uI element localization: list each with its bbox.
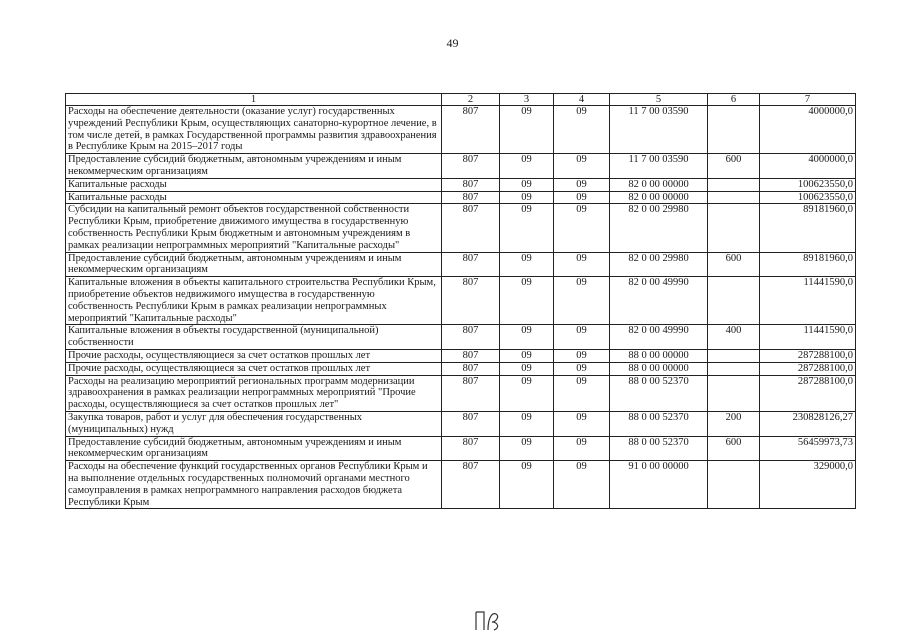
row-grbs-cell: 807: [442, 154, 500, 179]
header-row: [66, 94, 856, 106]
row-expense-type-cell: [708, 204, 760, 252]
table-row: [66, 375, 856, 411]
row-section-cell: 09: [500, 461, 554, 509]
row-target-article-cell: 88 0 00 00000: [610, 349, 708, 362]
row-target-article-cell: 82 0 00 49990: [610, 277, 708, 325]
row-amount-cell: 89181960,0: [760, 252, 856, 277]
table-row: [66, 191, 856, 204]
row-expense-type-cell: [708, 461, 760, 509]
row-section-cell: 09: [500, 349, 554, 362]
table-row: [66, 277, 856, 325]
row-section-cell: 09: [500, 252, 554, 277]
row-name-cell: Предоставление субсидий бюджетным, автономным учреждениям и иным некоммерческим организациям: [66, 436, 442, 461]
table-row: [66, 349, 856, 362]
row-expense-type-cell: 600: [708, 154, 760, 179]
row-section-cell: 09: [500, 362, 554, 375]
row-target-article-cell: 82 0 00 29980: [610, 252, 708, 277]
row-subsection-cell: 09: [554, 277, 610, 325]
row-amount-cell: 4000000,0: [760, 106, 856, 154]
row-section-cell: 09: [500, 411, 554, 436]
row-target-article-cell: 82 0 00 29980: [610, 204, 708, 252]
row-grbs-cell: 807: [442, 349, 500, 362]
row-name-cell: Предоставление субсидий бюджетным, автономным учреждениям и иным некоммерческим организациям: [66, 252, 442, 277]
row-amount-cell: 100623550,0: [760, 191, 856, 204]
row-expense-type-cell: [708, 362, 760, 375]
row-subsection-cell: 09: [554, 106, 610, 154]
row-subsection-cell: 09: [554, 375, 610, 411]
row-target-article-cell: 82 0 00 00000: [610, 191, 708, 204]
row-amount-cell: 287288100,0: [760, 362, 856, 375]
row-name-cell: Расходы на обеспечение деятельности (оказание услуг) государственных учреждений Республики Крым, осуществляющих санаторно-курортное лечение, в том числе детей, в рамках Государственной программы развития здравоохранения в Республике Крым на 2015–2017 годы: [66, 106, 442, 154]
row-subsection-cell: 09: [554, 252, 610, 277]
row-grbs-cell: 807: [442, 252, 500, 277]
row-amount-cell: 100623550,0: [760, 178, 856, 191]
row-subsection-cell: 09: [554, 154, 610, 179]
row-expense-type-cell: 600: [708, 252, 760, 277]
row-section-cell: 09: [500, 204, 554, 252]
row-name-cell: Капитальные вложения в объекты капитального строительства Республики Крым, приобретение объектов недвижимого имущества в государственную собственность Республики Крым в рамках реализации непрограммных мероприятий "Капитальные расходы": [66, 277, 442, 325]
row-subsection-cell: 09: [554, 362, 610, 375]
row-expense-type-cell: [708, 349, 760, 362]
row-grbs-cell: 807: [442, 204, 500, 252]
row-name-cell: Закупка товаров, работ и услуг для обеспечения государственных (муниципальных) нужд: [66, 411, 442, 436]
header-cell: 1: [66, 94, 442, 106]
row-name-cell: Капитальные вложения в объекты государственной (муниципальной) собственности: [66, 325, 442, 350]
row-section-cell: 09: [500, 277, 554, 325]
row-target-article-cell: 88 0 00 00000: [610, 362, 708, 375]
row-amount-cell: 89181960,0: [760, 204, 856, 252]
row-section-cell: 09: [500, 178, 554, 191]
header-cell: 2: [442, 94, 500, 106]
row-amount-cell: 230828126,27: [760, 411, 856, 436]
row-name-cell: Прочие расходы, осуществляющиеся за счет остатков прошлых лет: [66, 362, 442, 375]
header-cell: 5: [610, 94, 708, 106]
row-target-article-cell: 11 7 00 03590: [610, 154, 708, 179]
row-target-article-cell: 88 0 00 52370: [610, 411, 708, 436]
row-amount-cell: 11441590,0: [760, 277, 856, 325]
row-name-cell: Капитальные расходы: [66, 178, 442, 191]
table-row: [66, 436, 856, 461]
row-amount-cell: 329000,0: [760, 461, 856, 509]
page-number: 49: [446, 36, 459, 50]
row-amount-cell: 56459973,73: [760, 436, 856, 461]
row-expense-type-cell: 600: [708, 436, 760, 461]
row-name-cell: Прочие расходы, осуществляющиеся за счет остатков прошлых лет: [66, 349, 442, 362]
row-target-article-cell: 91 0 00 00000: [610, 461, 708, 509]
row-expense-type-cell: 200: [708, 411, 760, 436]
row-subsection-cell: 09: [554, 191, 610, 204]
row-grbs-cell: 807: [442, 277, 500, 325]
row-name-cell: Расходы на обеспечение функций государственных органов Республики Крым и на выполнение отдельных государственных полномочий органами местного самоуправления в рамках непрограммного направления расходов бюджета Республики Крым: [66, 461, 442, 509]
budget-table: [65, 93, 856, 509]
table-row: [66, 411, 856, 436]
row-grbs-cell: 807: [442, 375, 500, 411]
row-grbs-cell: 807: [442, 191, 500, 204]
table-row: [66, 204, 856, 252]
table-row: [66, 178, 856, 191]
header-cell: 6: [708, 94, 760, 106]
row-section-cell: 09: [500, 106, 554, 154]
row-grbs-cell: 807: [442, 461, 500, 509]
header-cell: 3: [500, 94, 554, 106]
row-amount-cell: 11441590,0: [760, 325, 856, 350]
row-target-article-cell: 11 7 00 03590: [610, 106, 708, 154]
header-cell: 4: [554, 94, 610, 106]
row-grbs-cell: 807: [442, 362, 500, 375]
table-row: [66, 325, 856, 350]
row-name-cell: Расходы на реализацию мероприятий региональных программ модернизации здравоохранения в рамках реализации непрограммных мероприятий "Прочие расходы, осуществляющиеся за счет остатков прошлых лет": [66, 375, 442, 411]
signature-mark: [470, 608, 510, 634]
row-amount-cell: 287288100,0: [760, 349, 856, 362]
table-row: [66, 362, 856, 375]
row-expense-type-cell: 400: [708, 325, 760, 350]
row-subsection-cell: 09: [554, 204, 610, 252]
row-name-cell: Предоставление субсидий бюджетным, автономным учреждениям и иным некоммерческим организациям: [66, 154, 442, 179]
row-expense-type-cell: [708, 191, 760, 204]
row-grbs-cell: 807: [442, 106, 500, 154]
table-row: [66, 252, 856, 277]
row-subsection-cell: 09: [554, 461, 610, 509]
row-grbs-cell: 807: [442, 178, 500, 191]
row-subsection-cell: 09: [554, 178, 610, 191]
row-section-cell: 09: [500, 436, 554, 461]
row-section-cell: 09: [500, 191, 554, 204]
row-grbs-cell: 807: [442, 325, 500, 350]
row-subsection-cell: 09: [554, 436, 610, 461]
row-expense-type-cell: [708, 178, 760, 191]
row-section-cell: 09: [500, 325, 554, 350]
row-expense-type-cell: [708, 375, 760, 411]
table-row: [66, 461, 856, 509]
row-section-cell: 09: [500, 375, 554, 411]
row-section-cell: 09: [500, 154, 554, 179]
row-amount-cell: 4000000,0: [760, 154, 856, 179]
row-expense-type-cell: [708, 106, 760, 154]
row-target-article-cell: 88 0 00 52370: [610, 436, 708, 461]
header-cell: 7: [760, 94, 856, 106]
row-target-article-cell: 88 0 00 52370: [610, 375, 708, 411]
row-grbs-cell: 807: [442, 436, 500, 461]
row-subsection-cell: 09: [554, 349, 610, 362]
row-target-article-cell: 82 0 00 49990: [610, 325, 708, 350]
row-expense-type-cell: [708, 277, 760, 325]
row-target-article-cell: 82 0 00 00000: [610, 178, 708, 191]
table-row: [66, 154, 856, 179]
row-grbs-cell: 807: [442, 411, 500, 436]
row-amount-cell: 287288100,0: [760, 375, 856, 411]
row-subsection-cell: 09: [554, 411, 610, 436]
row-name-cell: Капитальные расходы: [66, 191, 442, 204]
row-subsection-cell: 09: [554, 325, 610, 350]
row-name-cell: Субсидии на капитальный ремонт объектов государственной собственности Республики Крым, приобретение движимого имущества в государственную собственность Республики Крым бюджетным и автономным учреждениям в рамках реализации непрограммных мероприятий "Капитальные расходы": [66, 204, 442, 252]
table-row: [66, 106, 856, 154]
